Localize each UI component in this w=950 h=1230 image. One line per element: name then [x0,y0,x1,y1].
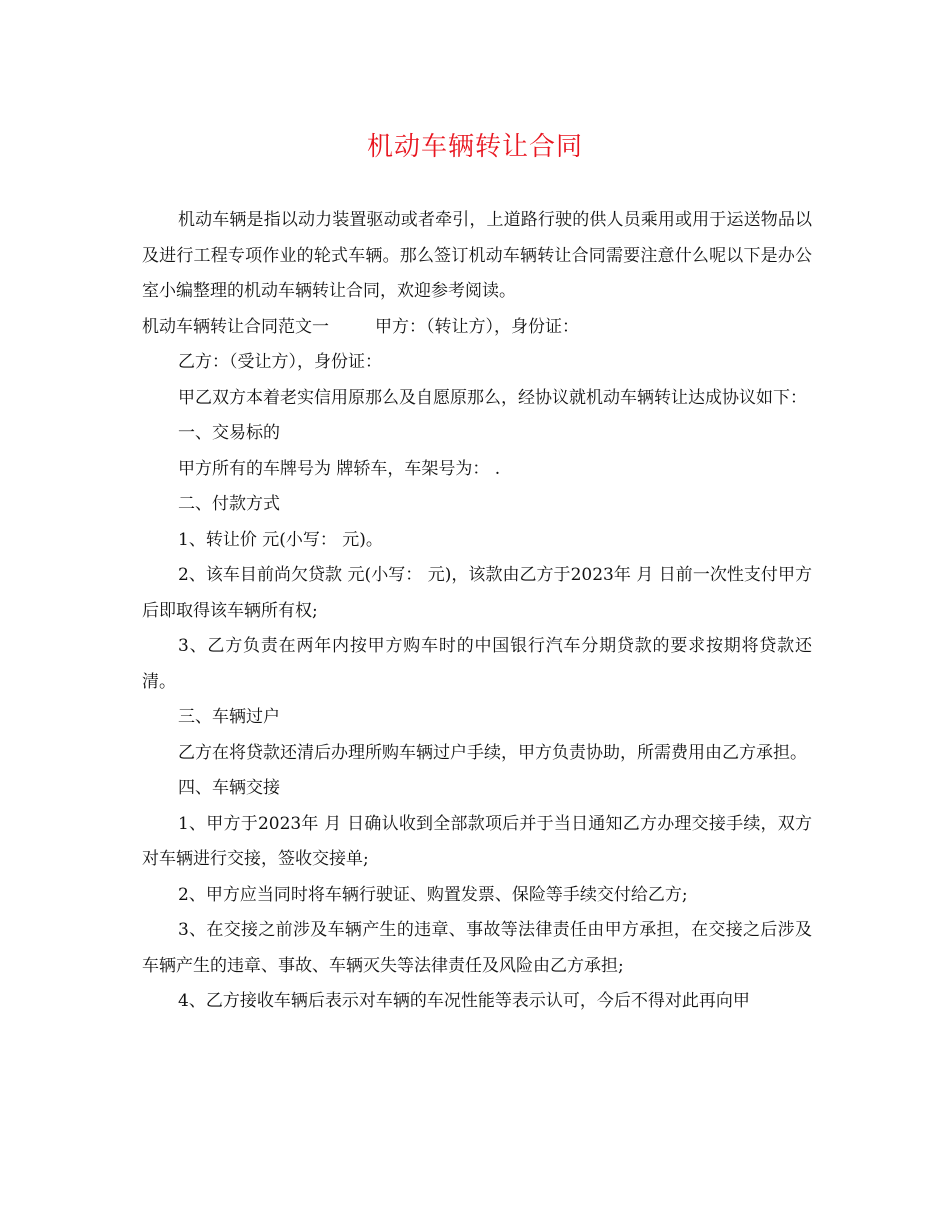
section-2-item-1: 1、转让价 元(小写： 元)。 [178,529,383,550]
party-b-line: 乙方：（受让方），身份证： [178,352,382,372]
section-4-item-3: 3、在交接之前涉及车辆产生的违章、事故等法律责任由甲方承担，在交接之后涉及车辆产生的违章、事故、车辆灭失等法律责任及风险由乙方承担; [142,920,812,976]
section-2-title: 二、付款方式 [178,494,280,514]
document-body [142,203,812,1020]
section-4-item-4: 4、乙方接收车辆后表示对车辆的车况性能等表示认可，今后不得对此再向甲 [178,991,750,1011]
section-2-item-3: 3、乙方负责在两年内按甲方购车时的中国银行汽车分期贷款的要求按期将贷款还清。 [142,636,812,692]
section-3-title: 三、车辆过户 [178,707,280,727]
preamble-paragraph: 甲乙双方本着老实信用原那么及自愿原那么，经协议就机动车辆转让达成协议如下： [178,387,807,408]
party-a-line: 甲方：（转让方），身份证： [375,316,579,337]
section-4-item-2: 2、甲方应当同时将车辆行驶证、购置发票、保险等手续交付给乙方; [178,884,688,905]
document-title: 机动车辆转让合同 [366,132,583,162]
sample-heading-line [142,310,812,346]
section-4-item-1: 1、甲方于2023年 月 日确认收到全部款项后并于当日通知乙方办理交接手续，双方对车辆进行交接，签收交接单; [142,813,812,869]
intro-paragraph: 机动车辆是指以动力装置驱动或者牵引，上道路行驶的供人员乘用或用于运送物品以及进行工程专项作业的轮式车辆。那么签订机动车辆转让合同需要注意什么呢以下是办公室小编整理的机动车辆转让合同，欢迎参考阅读。 [142,210,812,301]
sample-label: 机动车辆转让合同范文一 [142,316,329,337]
section-4-title: 四、车辆交接 [178,778,280,798]
section-1-title: 一、交易标的 [178,423,280,443]
section-1-text: 甲方所有的车牌号为 牌轿车，车架号为： . [178,458,501,479]
section-3-text: 乙方在将贷款还清后办理所购车辆过户手续，甲方负责协助，所需费用由乙方承担。 [178,742,807,763]
section-2-item-2: 2、该车目前尚欠贷款 元(小写： 元)，该款由乙方于2023年 月 日前一次性支付甲方后即取得该车辆所有权; [142,565,812,621]
